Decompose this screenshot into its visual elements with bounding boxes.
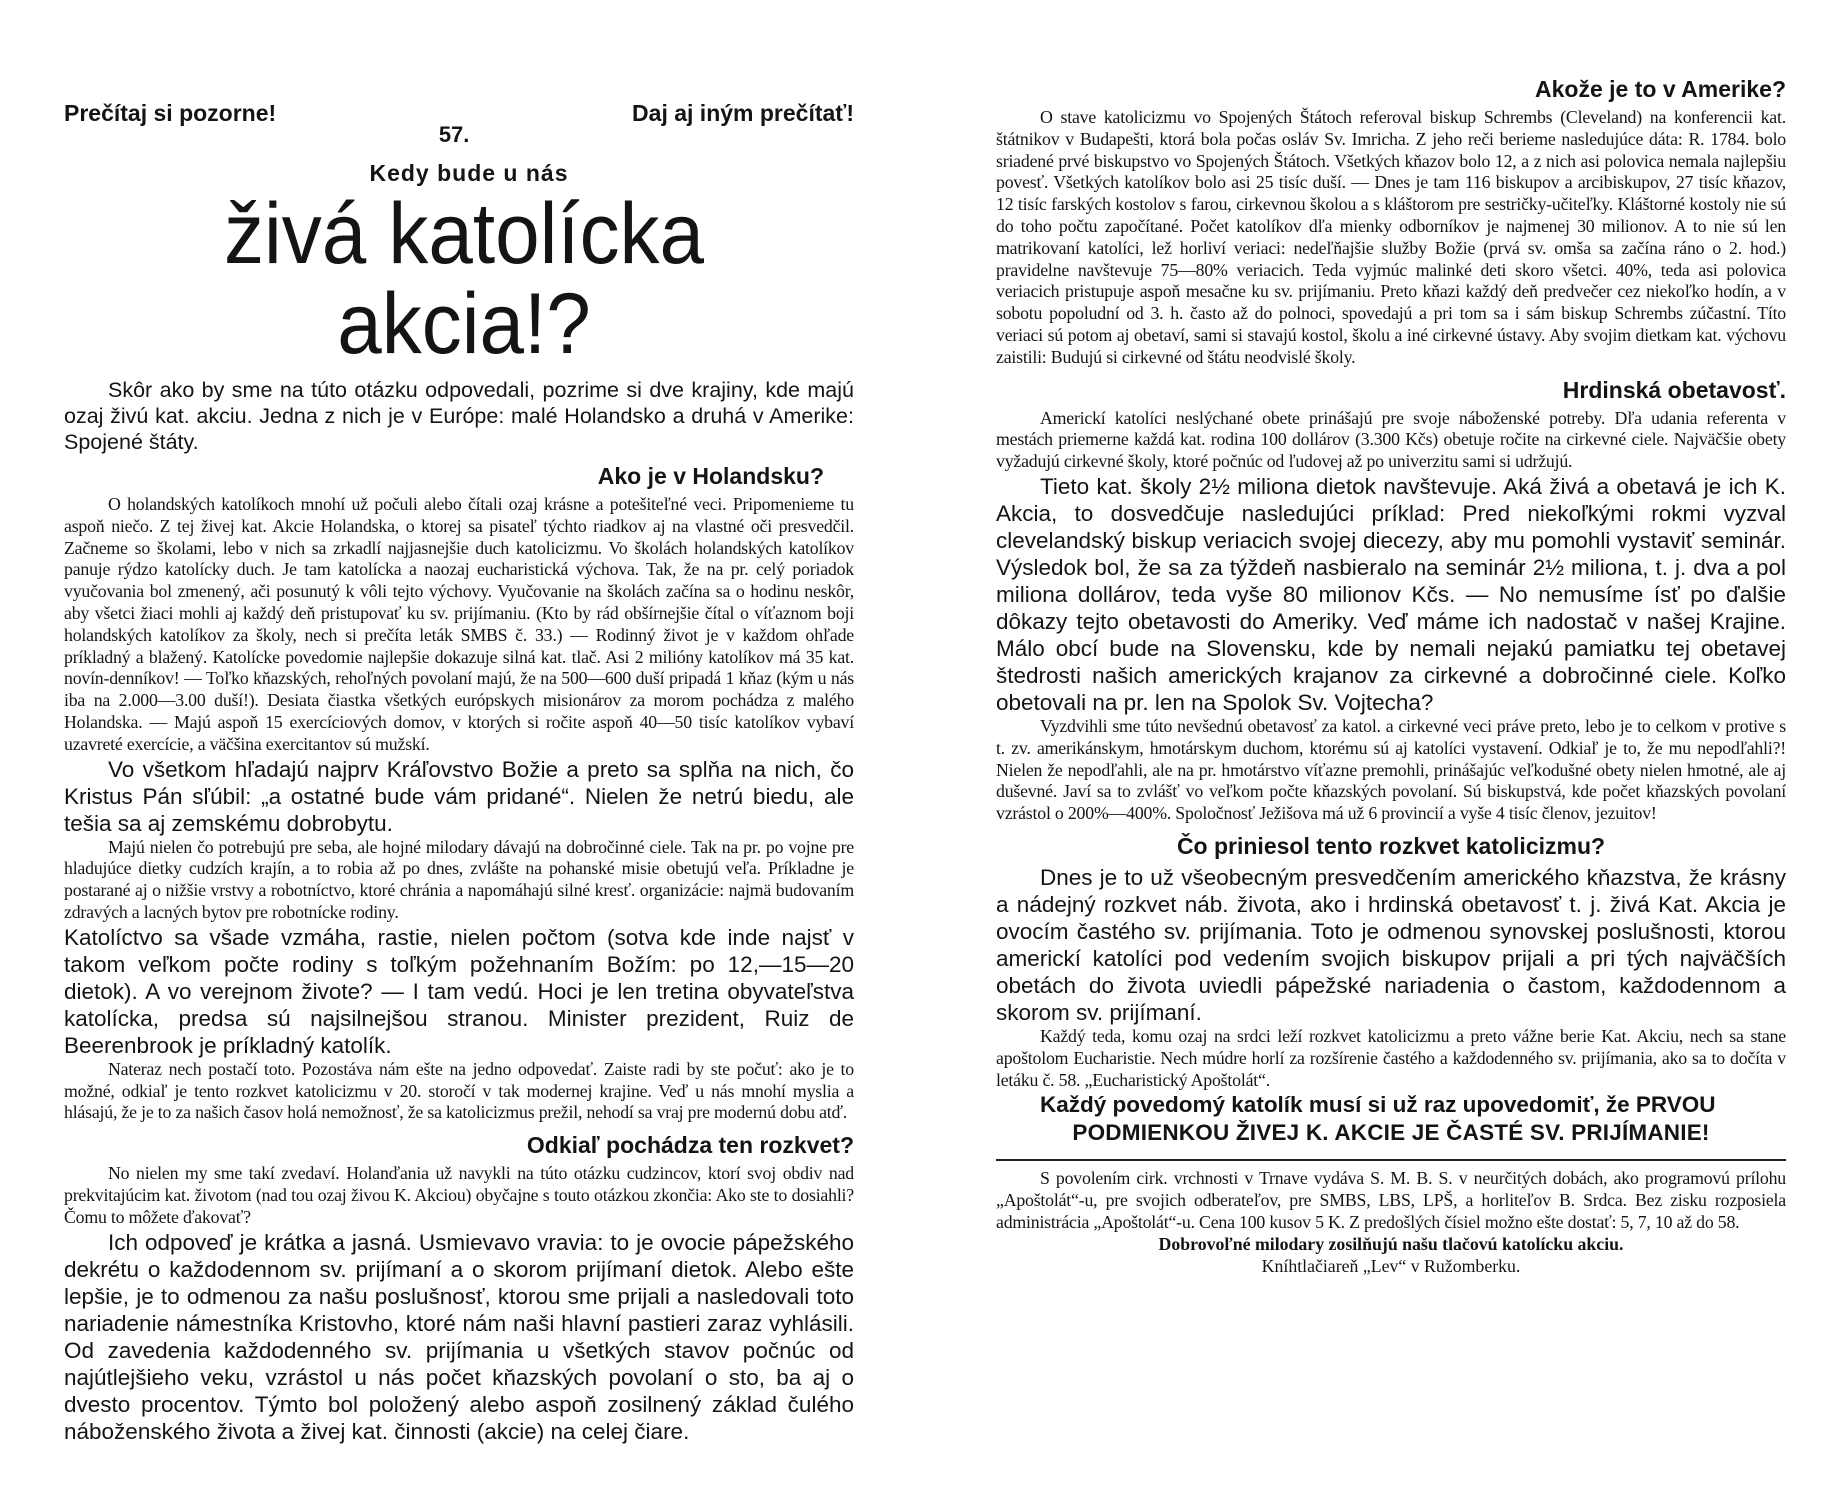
paragraph-charity: Majú nielen čo potrebujú pre seba, ale hojné milodary dávajú na dobročinné ciele. Tak na pr. po vojne pre hladujúce dietky cudzích krajín, a to robia až po dnes, zvlášte na pohanské misie obetujú veľa. Príkladne je postarané aj o nižšie vrstvy a robotníctvo, ktoré chránia a napomáhajú silné kresť. organizácie: najmä budovaním zdravých a lacných bytov pre robotnícke rodiny. (64, 836, 854, 922)
heading-source: Odkiaľ pochádza ten rozkvet? (526, 1132, 854, 1159)
paragraph-schools: Tieto kat. školy 2½ miliona dietok navštevuje. Aká živá a obetavá je ich K. Akcia, to dosvedčuje nasledujúci príklad: Pred niekoľkými rokmi vyzval clevelandský biskup veriacich svojej diecezy, aby mu pomohli vystaviť seminár. Výsledok bol, že sa za týždeň nasbieralo na seminár 2½ miliona, t. j. dva a pol miliona dollárov, teda vyše 80 milionov Kčs. — No nemusíme ísť po ďalšie dôkazy tejto obetavosti do Ameriky. Veď máme ich nadostač v našej Krajine. Málo obcí bude na Slovensku, kde by nemali nejakú pamiatku tej obetavej štedrosti našich amerických krajanov za cirkevné a dobročinné ciele. Koľko obetovali na pr. len na Spolok Sv. Vojtecha? (996, 473, 1786, 715)
footer-notice: S povolením cirk. vrchnosti v Trnave vydáva S. M. B. S. v neurčitých dobách, ako programovú prílohu „Apoštolát“-u, pre svojich odberateľov, pre SMBS, LBS, LPŠ, a horliteľov B. Srdca. Bez zisku rozposiela administrácia „Apoštolát“-u. Cena 100 kusov 5 K. Z predošlých čísiel možno ešte dostať: 5, 7, 10 až do 58. (996, 1168, 1786, 1233)
paragraph-curious: No nielen my sme takí zvedaví. Holanďania už navykli na túto otázku cudzincov, ktorí svoj obdiv nad prekvitajúcim kat. životom (nad tou ozaj živou K. Akciou) obyčajne s touto otázkou zkončia: Ako ste to dosiahli? Čomu to môžete ďakovať? (64, 1163, 854, 1227)
main-headline: živá katolícka akcia!? (223, 186, 705, 372)
paragraph-everyone: Každý teda, komu ozaj na srdci leží rozkvet katolicizmu a preto vážne berie Kat. Akciu, nech sa stane apoštolom Eucharistie. Nech múdre horlí za rozšírenie častého a každodenného sv. prijímania, ako sa to dočíta v letáku č. 58. „Eucharistický Apoštolát“. (996, 1025, 1786, 1090)
paragraph-answer: Ich odpoveď je krátka a jasná. Usmievavo vravia: to je ovocie pápežského dekrétu o každodennom sv. prijímaní a o skorom prijímaní dietok. Alebo ešte lepšie, je to odmenou za našu poslušnosť, ktorou sme prijali a nasledovali toto nariadenie námestníka Kristovho, ktoré nám naši hlavní pastieri zaraz vyhlásili. Od zavedenia každodenného sv. prijímania u všetkých stavov počnúc od najútlejšieho veku, vzrástol u nás počet kňazských povolaní o sto, ba aj o dvesto procentov. Týmto bol položený alebo aspoň zosilnený základ čulého náboženského života a živej kat. činnosti (akcie) na celej čiare. (64, 1229, 854, 1444)
issue-number: 57. (438, 122, 470, 147)
pass-on-label: Daj aj iným prečítať! (632, 100, 854, 126)
paragraph-kingdom: Vo všetkom hľadajú najprv Kráľovstvo Božie a preto sa splňa na nich, čo Kristus Pán sľúbil: „a ostatné bude vám pridané“. Nielen že netrú biedu, ale tešia sa aj zemskému dobrobytu. (64, 756, 854, 836)
closing-line-1: Každý povedomý katolík musí si už raz upovedomiť, že PRVOU (1040, 1092, 1716, 1118)
paragraph-conviction: Dnes je to už všeobecným presvedčením amerického kňazstva, že krásny a nádejný rozkvet náb. života, ako i hrdinská obetavosť t. j. živá Kat. Akcia je ovocím častého sv. prijímania. Toto je odmenou synovskej poslušnosti, ktorou americkí katolíci pod vedením svojich biskupov prijali a pri tých najväčších obetách do života uviedli pápežské nariadenia o častom, každodennom a skorom sv. prijímaní. (996, 864, 1786, 1025)
paragraph-holland: O holandských katolíkoch mnohí už počuli alebo čítali ozaj krásne a potešiteľné veci. Pripomenieme tu aspoň niečo. Z tej živej kat. Akcie Holandska, o ktorej sa pisateľ týchto riadkov aj na vlastné oči presvedčil. Začneme so školami, lebo v nich sa zrkadlí najjasnejšie duch katolicizmu. Vo školách holandských katolíkov panuje rýdzo katolícky duch. Je tam katolícka a naozaj eucharistická výchova. Tak, že na pr. celý poriadok vyučovania bol zmenený, ači posunutý k vôli tejto výchovy. Vyučovanie na školách začína sa o hodinu neskôr, aby všetci žiaci mohli aj každý deň pristupovať ku sv. prijímaniu. (Kto by rád obšírnejšie čítal o víťaznom boji holandských katolíkov za školy, nech si prečíta leták SMBS č. 33.) — Rodinný život je v každom ohľade príkladný a blažený. Katolícke povedomie najlepšie dokazuje silná kat. tlač. Asi 2 milióny katolíkov má 35 kat. novín-denníkov! — Toľko kňazských, rehoľných povolaní majú, že na 500—600 duší pripadá 1 kňaz (kým u nás iba na 2.000—3.00 duší!). Desiata čiastka všetkých európskych misionárov za morom pochádza z malého Holandska. — Majú aspoň 15 exercíciových domov, v ktorých si ročite aspoň 40—50 tisíc katolíkov vybaví uzavreté exercície, a väčšina exercitantov sú mužskí. (64, 494, 854, 754)
paragraph-enough: Nateraz nech postačí toto. Pozostáva nám ešte na jedno odpovedať. Zaiste radi by ste počuť: ako je to možné, odkiaľ je tento rozkvet katolicizmu v 20. storočí v tak modernej krajine. Veď u nás mnohí myslia a hlásajú, že je to za našich časov holá nemožnosť, že sa katolicizmus prežil, nehodí sa vraj pre modernú dobu atď. (64, 1058, 854, 1123)
footer-divider (996, 1159, 1786, 1161)
closing-statement (996, 1091, 1786, 1147)
footer-donations: Dobrovoľné milodary zosilňujú našu tlačovú katolícku akciu. (1158, 1234, 1624, 1255)
paragraph-sacrifice: Americkí katolíci neslýchané obete prinášajú pre svoje náboženské potreby. Dľa udania referenta v mestách priemerne každá kat. rodina 100 dollárov (3.300 Kčs) obetuje ročite na cirkevné ciele. Najväčšie obety vyžadujú cirkevné školy, ktoré počnúc od ľudovej až po univerzitu sami si udržujú. (996, 407, 1786, 472)
intro-paragraph: Skôr ako by sme na túto otázku odpovedali, pozrime si dve krajiny, kde majú ozaj živú kat. akciu. Jedna z nich je v Európe: malé Holandsko a druhá v Amerike: Spojené štáty. (64, 378, 854, 454)
paragraph-growth: Katolíctvo sa všade vzmáha, rastie, nielen počtom (sotva kde inde najsť v takom veľkom počte rodiny s toľkým požehnaním Božím: po 12,—15—20 dietok). A vo verejnom živote? — I tam vedú. Hoci je len tretina obyvateľstva katolícka, predsa sú najsilnejšou stranou. Minister prezident, Ruiz de Beerenbrook je príkladný katolík. (64, 924, 854, 1058)
top-line (64, 100, 854, 152)
footer-printer: Kníhtlačiareň „Lev“ v Ružomberku. (1261, 1256, 1521, 1277)
right-page (996, 68, 1786, 1277)
left-page (64, 100, 854, 1445)
paragraph-america: O stave katolicizmu vo Spojených Štátoch referoval biskup Schrembs (Cleveland) na konferencii kat. štátnikov v Budapešti, ktorá bola počas osláv Sv. Imricha. Z jeho reči berieme nasledujúce dáta: R. 1784. bolo sriadené prvé biskupstvo vo Spojených Štátoch. Všetkých kňazov bolo 12, a z nich asi polovica nemala najlepšiu povesť. Všetkých katolíkov bolo asi 25 tisíc duší. — Dnes je tam 116 biskupov a arcibiskupov, 27 tisíc kňazov, 12 tisíc farských kostolov s farou, cirkevnou školou a s kláštorom pre sestričky-učiteľky. Kláštorné kostoly nie sú do toho počtu započítané. Počet katolíkov dľa mienky odborníkov je najmenej 30 milionov. A to nie sú len matrikovaní katolíci, lež horliví veriaci: nedeľňajšie služby Božie (prvá sv. omša sa začína ráno o 2. hod.) pravidelne navštevuje 75—80% veriacich. Teda vyjmúc malinké deti skoro všetci. 40%, teda asi polovica veriacich pristupuje aspoň mesačne ku sv. prijímaniu. Preto kňazi každý deň predvečer cez niekoľko hodín, a v sobotu popoludní od 3. h. často až do polnoci, spovedajú a pri tom sa i sám biskup Schrembs zúčastní. Títo veriaci sú potom aj obetaví, sami si stavajú kostol, školu a iné cirkevné ústavy. Aby svojim dietkam kat. výchovu zaistili: Budujú si cirkevné od štátu neodvislé školy. (996, 107, 1786, 367)
kicker-title: Kedy bude u nás (369, 160, 569, 186)
heading-what: Čo priniesol tento rozkvet katolicizmu? (1176, 832, 1606, 859)
paragraph-admire: Vyzdvihli sme túto nevšednú obetavosť za katol. a cirkevné veci práve preto, lebo je to celkom v protive s t. zv. amerikánskym, hmotárskym duchom, ktorému sú aj katolíci vystavení. Odkiaľ je to, že mu nepodľahli?! Nielen že nepodľahli, ale na pr. hmotárstvo víťazne premohli, prinášajúc veľkodušné obety nielen hmotné, ale aj duševné. Javí sa to zvlášť vo veľkom počte kňazských povolaní. Sú biskupstvá, kde počet kňazských povolaní vzrástol o 200%—400%. Spoločnosť Ježišova má už 6 provincií a vyše 4 tisíc členov, jezuitov! (996, 715, 1786, 824)
heading-holland: Ako je v Holandsku? (597, 463, 824, 489)
heading-america: Akože je to v Amerike? (1535, 76, 1786, 102)
read-carefully-label: Prečítaj si pozorne! (64, 100, 277, 126)
heading-heroic: Hrdinská obetavosť. (1562, 376, 1786, 403)
footer (996, 1167, 1786, 1277)
closing-line-2: PODMIENKOU ŽIVEJ K. AKCIE JE ČASTÉ SV. PRIJÍMANIE! (1072, 1120, 1710, 1146)
